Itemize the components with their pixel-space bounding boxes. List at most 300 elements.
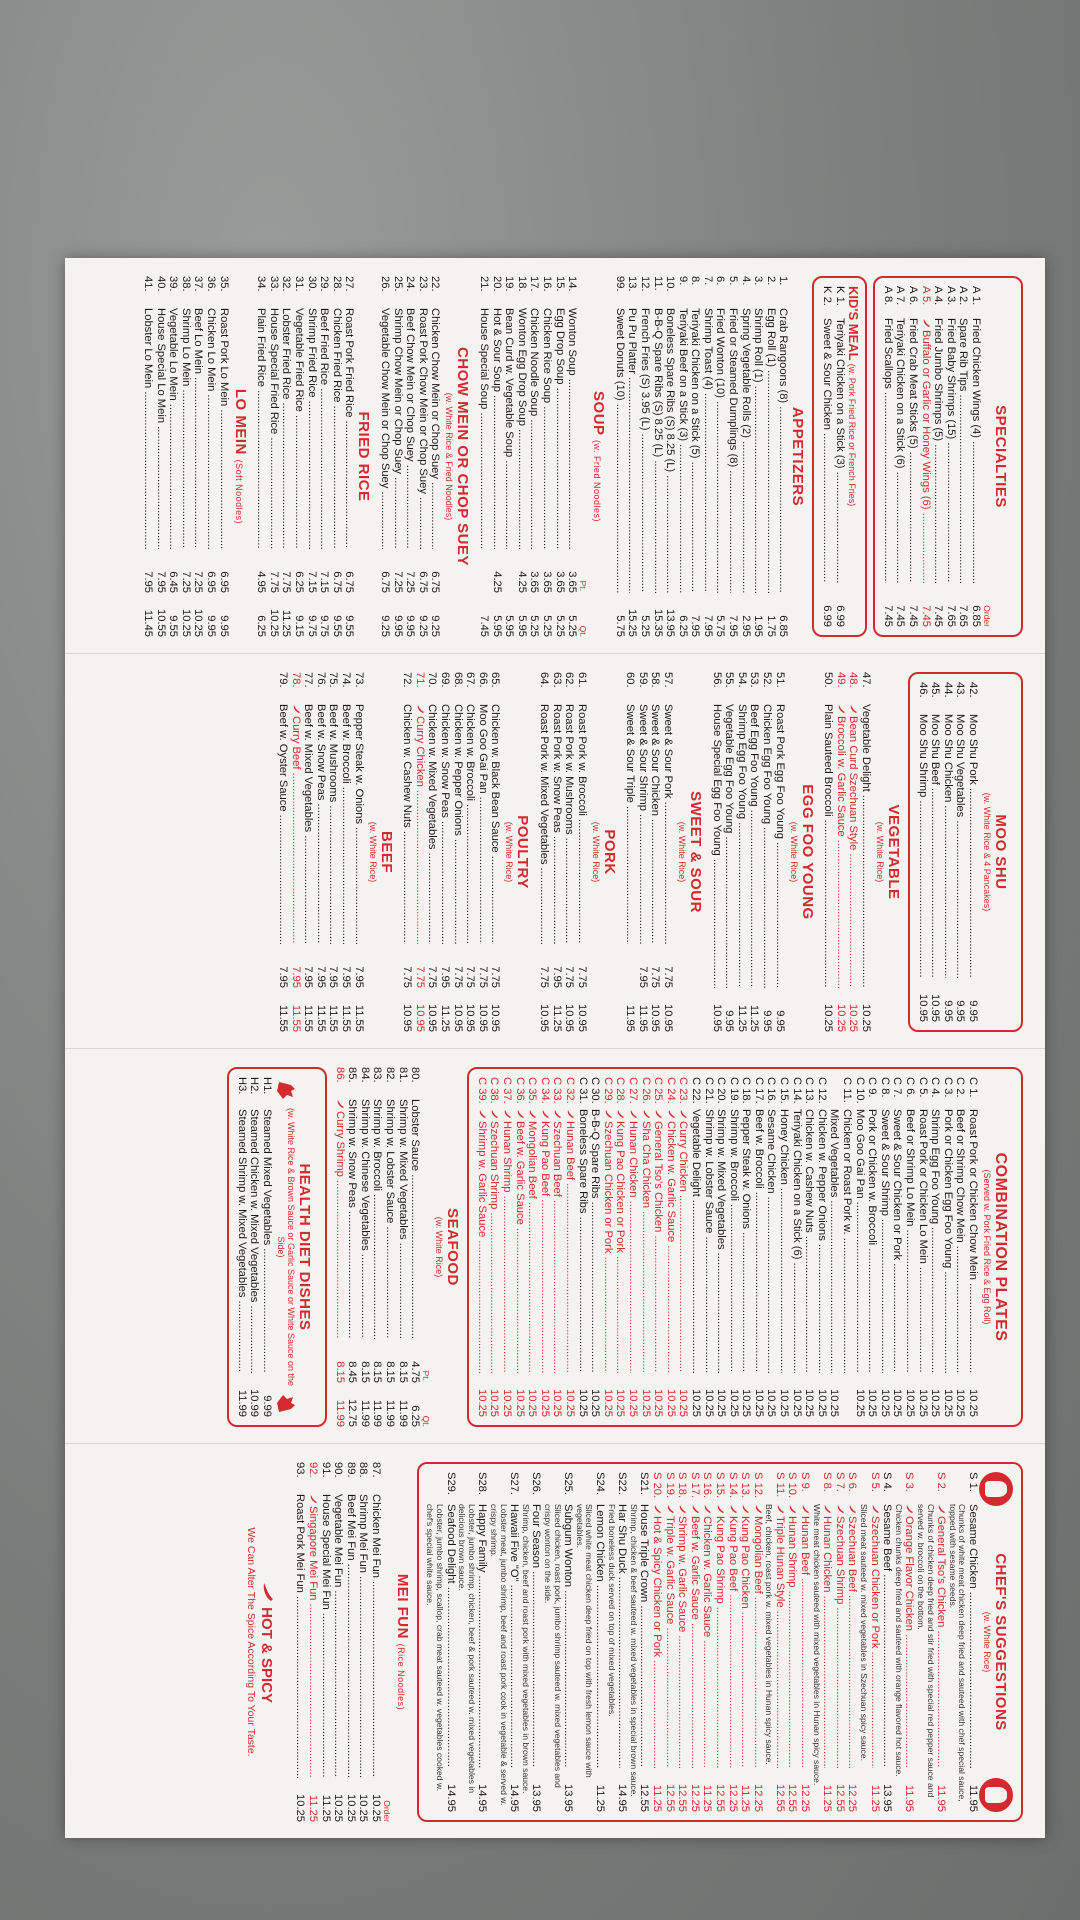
item-number: A 3.	[944, 286, 957, 306]
menu-item	[739, 1472, 752, 1812]
menu-item	[969, 286, 982, 627]
item-number: S 14.	[726, 1472, 739, 1499]
item-price-qt: 11.45	[142, 609, 155, 637]
item-number: 84.	[358, 1067, 371, 1083]
item-price-pt: 7.25	[404, 571, 417, 593]
item-name: Curry Chicken .....	[413, 716, 426, 944]
menu-item	[327, 672, 340, 1032]
item-number: 35.	[217, 276, 230, 292]
pork-list	[537, 672, 587, 1032]
chili-pepper-icon	[692, 1504, 700, 1514]
item-name: Moo Shu Shrimp .....	[916, 714, 929, 978]
menu-item	[401, 672, 414, 1032]
item-price-qt: 5.95	[515, 615, 528, 637]
item-number: C 7.	[891, 1077, 904, 1098]
menu-item	[752, 1077, 765, 1417]
item-number: 42.	[967, 682, 979, 698]
kids-meal-list	[820, 286, 845, 627]
menu-item	[649, 672, 662, 1032]
menu-item	[563, 1077, 576, 1417]
menu-item	[383, 1067, 396, 1427]
vegetable-title: VEGETABLE	[885, 804, 903, 900]
seafood-title: SEAFOOD	[444, 1208, 462, 1286]
menu-item	[294, 1462, 307, 1822]
menu-item	[714, 276, 727, 637]
item-number: 82.	[384, 1067, 397, 1083]
item-price-pt: 7.75	[662, 966, 675, 988]
item-name: Chicken w. Cashew Nuts .....	[803, 1109, 816, 1373]
item-description: Lobster, jumbo shrimp, chicken, beef & pork sauteed w. mixed vegetables in delicious brown sauce.	[457, 1504, 477, 1794]
item-price-qt: 5.25	[566, 615, 579, 637]
menu-item	[650, 1472, 663, 1812]
moo-shu-box	[908, 672, 1023, 1032]
menu-item	[261, 1077, 274, 1417]
menu-item	[929, 1077, 942, 1417]
item-price-qt: 7.45	[478, 615, 490, 637]
menu-item	[941, 682, 954, 1022]
item-number: C 14.	[790, 1077, 803, 1104]
item-price-qt: 9.55	[167, 615, 180, 637]
item-price: 10.25	[803, 1389, 816, 1417]
item-name: Shrimp Chow Mein or Chop Suey .....	[391, 308, 404, 549]
item-price: 11.25	[306, 1794, 319, 1822]
menu-item	[444, 1472, 457, 1812]
item-price: 12.25	[688, 1784, 701, 1812]
item-name: Egg Drop Soup .....	[553, 308, 566, 549]
item-price-qt: 10.95	[464, 1004, 477, 1032]
item-price-pt: 6.75	[379, 571, 392, 593]
item-price-pt: 6.75	[330, 571, 343, 593]
menu-item	[727, 1077, 740, 1417]
item-price: 7.45	[907, 605, 920, 627]
item-number: 73.	[352, 672, 365, 688]
rooster-icon	[273, 1391, 299, 1417]
item-number: 65.	[489, 672, 502, 688]
item-name: House Special Soup .....	[477, 308, 490, 549]
item-number: 85.	[346, 1067, 359, 1083]
item-price: 12.55	[638, 1784, 651, 1812]
item-price: 10.25	[752, 1389, 765, 1417]
item-name: Triple w. Garlic Sauce .....	[663, 1516, 676, 1768]
item-price-pt: 7.15	[318, 571, 331, 593]
item-number: 31.	[293, 276, 306, 292]
item-price: 10.25	[488, 1389, 501, 1417]
menu-item	[289, 672, 302, 1032]
item-price: 10.25	[689, 1389, 702, 1417]
menu-item	[513, 1077, 526, 1417]
item-description: Shrimp, chicken & beef sauteed w. mixed vegetables in special brown sauce.	[628, 1504, 639, 1797]
menu-item	[723, 672, 736, 1032]
menu-item	[847, 672, 860, 1032]
item-name: Kung Pao Chicken .....	[739, 1516, 752, 1768]
item-price-qt: 10.95	[426, 1004, 439, 1032]
item-price-qt: 9.95	[205, 615, 218, 637]
chili-pepper-icon	[542, 1109, 550, 1119]
item-number: 10.	[664, 276, 677, 292]
item-price: 11.25	[868, 1784, 881, 1812]
item-number: K 1.	[833, 286, 846, 306]
chili-pepper-icon	[838, 704, 846, 714]
item-price: 12.55	[833, 1784, 846, 1812]
item-number: C 6.	[904, 1077, 917, 1098]
item-price: 11.25	[739, 1784, 752, 1812]
menu-item	[676, 276, 689, 637]
item-price-qt: 10.95	[537, 1004, 550, 1032]
item-number: S 18.	[676, 1472, 689, 1499]
item-number: 1.	[777, 276, 790, 286]
item-name: Crab Rangoons (8) .....	[777, 308, 790, 593]
item-price-qt: 11.25	[438, 1004, 451, 1032]
appetizers-title: APPETIZERS	[789, 406, 807, 507]
item-price-pt: 3.65	[566, 571, 579, 593]
item-price-pt: 6.75	[416, 571, 429, 593]
item-name: House Special Egg Foo Young .....	[710, 704, 723, 988]
item-price: 10.25	[715, 1389, 728, 1417]
item-number: C 17.	[752, 1077, 765, 1104]
item-price-qt: 11.55	[340, 1004, 352, 1032]
item-name: Vegetable Egg Foo Young .....	[723, 704, 736, 988]
menu-item	[319, 1462, 332, 1822]
item-number: 92.	[306, 1462, 319, 1478]
menu-item	[179, 276, 192, 637]
item-description: Lobster, jumbo shrimp, scallop, crab meat sauteed w. vegetables cooked w. chef's special white sauce.	[425, 1504, 446, 1792]
menu-sheet	[65, 258, 1045, 1838]
item-number: 20.	[490, 276, 503, 292]
item-price: 10.25	[860, 1004, 873, 1032]
sweet-sour-title: SWEET & SOUR	[687, 791, 705, 913]
menu-item	[438, 672, 451, 1032]
item-name: Sesame Beef .....	[881, 1504, 894, 1768]
sweet-sour-list	[624, 672, 674, 1032]
menu-item	[639, 1077, 652, 1417]
item-price-qt: 11.99	[371, 1399, 384, 1427]
menu-item	[916, 1077, 929, 1417]
item-number: S28.	[476, 1472, 489, 1496]
poultry-title: POULTRY	[514, 815, 532, 889]
item-name: Beef w. Broccoli .....	[752, 1109, 765, 1373]
menu-item	[966, 682, 979, 1022]
item-price-qt: 9.25	[379, 615, 392, 637]
item-number: C 15.	[778, 1077, 791, 1104]
menu-item	[868, 1472, 881, 1812]
item-number: S 7.	[833, 1472, 846, 1492]
item-price: 7.45	[881, 605, 894, 627]
item-price-qt: 9.55	[330, 615, 343, 637]
menu-item	[903, 1077, 916, 1417]
item-price-qt: 10.25	[267, 609, 280, 637]
item-price: 1.75	[764, 615, 777, 637]
item-price-qt: 11.25	[550, 1004, 563, 1032]
item-number: 62.	[563, 672, 576, 688]
chow-mein-title: CHOW MEIN OR CHOP SUEY	[454, 346, 472, 567]
item-number: 55.	[723, 672, 736, 688]
chef-box	[417, 1462, 1023, 1822]
item-number: 17.	[528, 276, 541, 292]
health-subtitle: (w. White Rice & Brown Sauce or Garlic Sauce or White Sauce on the Side)	[276, 1107, 297, 1387]
menu-item	[235, 1077, 248, 1417]
chili-pepper-icon	[742, 1504, 750, 1514]
item-name: Moo Goo Gai Pan .....	[853, 1109, 866, 1373]
item-price-qt: 9.15	[293, 615, 306, 637]
item-number: A 8.	[881, 286, 894, 306]
item-name: Beef w. Snow Peas .....	[314, 704, 327, 944]
item-name: Broccoli w. Garlic Sauce .....	[834, 716, 847, 988]
chef-title: CHEF'S SUGGESTIONS	[992, 1553, 1009, 1731]
item-name: Beef Lo Mein .....	[192, 308, 205, 549]
item-number: 8.	[689, 276, 702, 286]
kids-meal-subtitle: (w. Pork Fried Rice or French Fries)	[847, 363, 858, 507]
menu-item	[778, 1077, 791, 1417]
item-price: 11.99	[235, 1389, 248, 1417]
menu-item	[740, 1077, 753, 1417]
chili-pepper-icon	[655, 1109, 663, 1119]
item-name: Moo Shu Pork .....	[966, 714, 979, 978]
item-number: 14.	[566, 276, 579, 292]
item-number: S 3.	[903, 1472, 916, 1492]
item-number: 19.	[503, 276, 516, 292]
item-name: Steamed Chicken w. Mixed Vegetables .....	[248, 1109, 261, 1373]
item-name: Boneless Spare Ribs (S) 8.25 (L) .....	[664, 308, 677, 593]
menu-item	[429, 276, 442, 637]
item-price-pt: 7.15	[305, 571, 318, 593]
item-description: Sliced white meat chicken deep fried on top with fresh lemon sauce with vegetables.	[574, 1504, 595, 1778]
kids-meal-title: KID'S MEAL	[846, 286, 862, 361]
item-price-pt: 8.15	[358, 1361, 371, 1383]
item-price: 12.25	[846, 1784, 859, 1812]
menu-item	[357, 1462, 370, 1822]
menu-item	[786, 1472, 799, 1812]
item-price: 14.95	[616, 1784, 629, 1812]
item-name: Shrimp Mei Fun .....	[357, 1494, 370, 1778]
item-name: Szechuan Chicken or Pork .....	[601, 1121, 614, 1373]
item-price-qt: 10.95	[662, 1004, 675, 1032]
menu-item	[488, 1077, 501, 1417]
item-price-qt: 10.95	[451, 1004, 464, 1032]
item-number: S 16.	[701, 1472, 714, 1499]
item-name: Lemon Chicken .....	[593, 1504, 606, 1768]
chili-pepper-icon	[605, 1109, 613, 1119]
menu-item	[935, 1472, 948, 1812]
item-price: 10.25	[576, 1389, 589, 1417]
menu-item	[954, 682, 967, 1022]
item-name: Moo Shu Vegetables .....	[954, 714, 967, 978]
menu-item	[540, 276, 553, 637]
egg-foo-young-list	[710, 672, 786, 1032]
item-price: 10.95	[710, 1004, 723, 1032]
item-price-pt: 7.95	[289, 966, 302, 988]
item-name: Vegetable Fried Rice .....	[292, 308, 305, 549]
menu-item	[866, 1077, 879, 1417]
chef-subtitle: (w. White Rice)	[982, 1611, 992, 1673]
item-name: Roast Pork Fried Rice .....	[343, 308, 356, 549]
item-number: S 2.	[935, 1472, 948, 1492]
item-number: A 2.	[957, 286, 970, 306]
specialties-title: SPECIALTIES	[992, 405, 1009, 508]
menu-item	[576, 1077, 589, 1417]
combination-subtitle: (Served w. Pork Fried Rice & Egg Roll)	[982, 1169, 992, 1325]
item-name: Shrimp w. Lobster Sauce .....	[702, 1109, 715, 1373]
item-number: 53.	[748, 672, 761, 688]
menu-item	[710, 672, 723, 1032]
item-number: 59.	[636, 672, 649, 688]
menu-item	[378, 276, 391, 637]
menu-item	[142, 276, 155, 637]
menu-item	[689, 276, 702, 637]
item-name: Chicken w. Snow Peas .....	[438, 704, 451, 944]
menu-item	[413, 672, 426, 1032]
item-price: 7.45	[894, 605, 907, 627]
item-name: Pork or Chicken Egg Foo Young .....	[941, 1109, 954, 1373]
item-price: 10.25	[526, 1389, 539, 1417]
item-number: 60.	[624, 672, 637, 688]
menu-item	[346, 1067, 359, 1427]
menu-item	[652, 1077, 665, 1417]
item-name: Teriyaki Chicken on a Stick (3) .....	[833, 318, 846, 583]
item-price: 10.99	[248, 1389, 261, 1417]
menu-panel-1	[65, 258, 1045, 653]
chili-pepper-icon	[938, 1504, 946, 1514]
item-price-pt: 7.75	[426, 966, 439, 988]
item-name: Shrimp w. Garlic Sauce .....	[676, 1516, 689, 1768]
item-number: 71.	[413, 672, 426, 688]
item-price-qt: 9.95	[217, 615, 230, 637]
item-number: 6.	[714, 276, 727, 286]
item-number: A 1.	[970, 286, 982, 306]
item-number: S 15.	[713, 1472, 726, 1499]
chili-pepper-icon	[824, 1504, 832, 1514]
item-price-qt: 12.75	[346, 1399, 359, 1427]
chili-pepper-icon	[417, 704, 425, 714]
item-number: S 4.	[881, 1472, 894, 1492]
menu-item	[840, 1077, 853, 1417]
soup-title: SOUP (w. Fried Noodles)	[590, 391, 608, 522]
menu-item	[302, 672, 315, 1032]
item-number: C 38.	[488, 1077, 501, 1104]
appetizers-list	[613, 276, 789, 637]
item-description: Lobster meat, jumbo shrimp, beef and roast pork cook in vegetable & served w. crispy shrimp.	[489, 1504, 509, 1806]
item-price: 11.25	[735, 1004, 748, 1032]
item-name: Shrimp w. Snow Peas .....	[346, 1099, 359, 1339]
item-number: C 36.	[513, 1077, 526, 1104]
chili-pepper-icon	[479, 1109, 487, 1119]
item-price-qt: 11.55	[352, 1004, 365, 1032]
item-price-qt: 6.25	[409, 1405, 422, 1427]
menu-item	[906, 286, 919, 627]
item-number: 76.	[314, 672, 327, 688]
item-number: 88.	[357, 1462, 370, 1478]
item-name: Hunan Beef .....	[563, 1121, 576, 1373]
item-name: Buffalo or Garlic or Honey Wings (6) .....	[919, 330, 932, 583]
item-price-pt: 7.95	[636, 966, 649, 988]
item-number: H1.	[261, 1077, 274, 1095]
item-price-qt: 11.95	[624, 1004, 637, 1032]
seafood-list	[333, 1067, 421, 1427]
beef-subtitle: (w. White Rice)	[367, 821, 378, 883]
menu-item	[589, 1077, 602, 1417]
beef-title: BEEF	[377, 830, 395, 873]
item-number: C 26.	[639, 1077, 652, 1104]
item-price-pt: 7.75	[575, 966, 588, 988]
item-price: 11.25	[701, 1784, 714, 1812]
fried-rice-title: FRIED RICE	[355, 411, 373, 502]
item-price-pt: 4.25	[515, 571, 528, 593]
item-number: 56.	[710, 672, 723, 688]
menu-item	[677, 1077, 690, 1417]
item-number: 39.	[167, 276, 180, 292]
item-price: 5.75	[714, 615, 727, 637]
item-name: Fried Crab Meat Sticks (5) .....	[906, 318, 919, 583]
item-price-pt: 6.95	[205, 571, 218, 593]
menu-item	[477, 276, 490, 637]
item-name: Curry Beef .....	[289, 716, 302, 944]
item-price-pt: 7.75	[476, 966, 489, 988]
item-name: Vegetable Lo Mein .....	[167, 308, 180, 549]
menu-item	[833, 286, 846, 627]
item-number: S 20.	[650, 1472, 663, 1499]
chili-pepper-icon	[906, 1504, 914, 1514]
menu-panel-3: COMBINATION PLATES (Served w. Pork Fried Rice & Egg Roll) C 1. Roast Pork or Chicken Chow Mein ..... 10.25 C 2. Beef or Shrimp Chow Mein ..... 10.25 C 3. Pork or Chicken Egg Foo Young ..... 10.25 C 4. Shrimp Egg Foo Young ..... 10.25 C 5. Roast Pork or Chicken Lo Mein ..... 10.25 C 6. Beef or Shrimp Lo Mein ..... 10.25 C 7. Sweet & Sour Chicken or Pork ..... 10.25 C 8. Sweet & Sour Shrimp ..... 10.25 C 9. Pork or Chicken w. Broccoli ..... 10.25 C 10. Moo Goo Gai Pan ..... 10.25 C 11. Chicken or Roast Pork w. ..... Mixed Vegetables ..... 10.25 C 12. Chicken w. Pepper Onions ..... 10.25 C 13. Chicken w. Cashew Nuts ..... 10.25 C 14. Teriyaki Chicken on a Stick (6) ..... 10.25 C 15. Honey Chicken ..... 10.25 C 16. Sesame Chicken ..... 10.25 C 17. Beef w. Broccoli ..... 10.25 C 18. Pepper Steak w. Onions ..... 10.25 C 19. Shrimp w. Broccoli ..... 10.25 C 20. Shrimp w. Mixed Vegetables ..... 10.25 C 21. Shrimp w. Lobster Sauce ..... 10.25 C 22. Vegetable Delight ..... 10.25 C 23. Curry Chicken ..... 10.25 C 24. Chicken w. Garlic Sauce ..... 10.25 C 25. General Tso's Chicken ..... 10.25 C 26. Sha Cha Chicken ..... 10.25 C 27. Hunan Chicken ..... 10.25 C 28. Kung Pao Chicken or Pork ..... 10.25 C 29. Szechuan Chicken or Pork ..... 10.25 C 30. B-B-Q Spare Ribs ..... 10.25 C 31. Boneless Spare Ribs ..... 10.25 C 32. Hunan Beef ..... 10.25 C 33. Szechuan Beef ..... 10.25 C 34. Kung Pao Beef ..... 10.25 C 35. Mongolian Beef ..... 10.25 C 36. Beef w. Garlic Sauce ..... 10.25 C 37. Hunan Shrimp ..... 10.25 C 38. Szechuan Shrimp ..... 10.25 C 39. Shrimp w. Garlic Sauce ..... 10.25 SEAFOOD (w. White Rice) Pt. Qt. 80. Lobster Sauce ..... 4.75 6.25 81. Shrimp w. Mixed Vegetables ..... 8.15 11.99 82. Shrimp w. Lobster Sauce ..... 8.15 11.99 83. Shrimp w. Broccoli ..... 8.15 11.99 84. Shrimp w. Chinese Vegetables ..... 8.15 11.99 85. Shrimp w. Snow Peas ..... 8.45 12.75 86. Curry Shrimp ..... 8.15 11.99 HEALTH DIET DISHES (w. White Rice & Brown Sauce or Garlic Sauce or White Sauce on the Side) H1. Steamed Mixed Vegetables ..... 9.99 H2. Steamed Chicken w. Mixed Vegetables ..... 10.99 H3. Steamed Shrimp w. Mixed Vegetables ..... 11.99	[65, 1048, 1045, 1443]
item-name: Szechuan Chicken or Pork .....	[868, 1516, 881, 1768]
item-price-qt: 5.25	[540, 615, 553, 637]
item-price: 7.95	[727, 615, 740, 637]
item-name: Hot & Sour Soup .....	[490, 308, 503, 549]
menu-item	[409, 1067, 422, 1427]
chow-mein-list	[378, 276, 441, 637]
menu-item	[662, 672, 675, 1032]
item-price: 10.25	[834, 1004, 847, 1032]
item-price-pt: 7.75	[649, 966, 662, 988]
item-name: Mongolian Beef .....	[526, 1121, 539, 1373]
item-name: Sesame Chicken .....	[765, 1109, 778, 1373]
item-price-qt: 11.55	[327, 1004, 340, 1032]
item-name: Chicken w. Mixed Vegetables .....	[426, 704, 439, 944]
item-number: C 4.	[929, 1077, 942, 1098]
item-number: S 17.	[688, 1472, 701, 1499]
menu-item	[773, 1472, 786, 1812]
mei-fun-list	[294, 1462, 382, 1822]
item-price: 10.25	[765, 1389, 778, 1417]
chili-pepper-icon	[517, 1109, 525, 1119]
item-price: 11.25	[594, 1784, 606, 1812]
item-name: Hunan Chicken .....	[821, 1516, 834, 1768]
menu-item	[280, 276, 293, 637]
item-price: 10.25	[828, 1389, 841, 1417]
menu-panel-2	[65, 653, 1045, 1048]
item-price: 10.25	[652, 1389, 665, 1417]
item-price-pt: 7.95	[438, 966, 451, 988]
item-number: C 13.	[803, 1077, 816, 1104]
item-price: 10.25	[866, 1389, 879, 1417]
item-number: C 27.	[626, 1077, 639, 1104]
item-name: Kung Pao Shrimp .....	[713, 1516, 726, 1768]
menu-item	[846, 1472, 859, 1812]
item-number: S 19.	[663, 1472, 676, 1499]
qt-header: Qt.	[578, 625, 589, 637]
item-name: Roast Pork Egg Foo Young .....	[773, 704, 786, 988]
item-number: C 3.	[941, 1077, 954, 1098]
kids-meal-box	[812, 276, 867, 637]
item-number: C 35.	[526, 1077, 539, 1104]
item-price-pt: 7.75	[563, 966, 576, 988]
item-name: Shrimp Toast (4) .....	[701, 308, 714, 593]
menu-item	[154, 276, 167, 637]
item-price: 12.55	[773, 1784, 786, 1812]
item-number: 91.	[319, 1462, 332, 1478]
item-name: Spring Vegetable Rolls (2) .....	[739, 308, 752, 593]
item-price: 10.25	[475, 1389, 488, 1417]
item-number: 54.	[735, 672, 748, 688]
menu-item	[339, 672, 352, 1032]
